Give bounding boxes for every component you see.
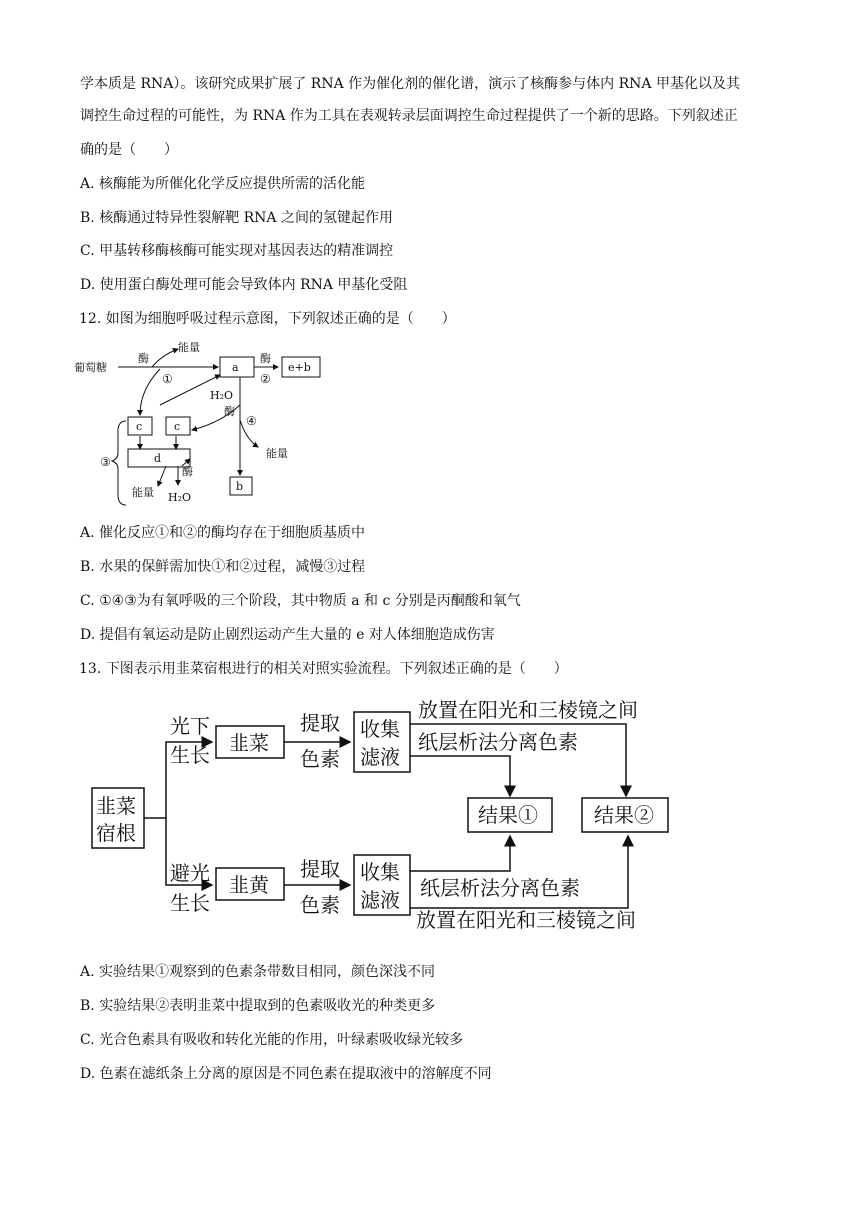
- bottom-extract-line-1: 提取: [300, 857, 340, 881]
- enzyme-label-4: 酶: [182, 465, 193, 478]
- top-prism-text: 放置在阳光和三棱镜之间: [418, 698, 638, 722]
- bottom-paper-text: 纸层析法分离色素: [420, 876, 580, 900]
- step-3-label: ③: [100, 455, 111, 469]
- q11-option-d: D. 使用蛋白酶处理可能会导致体内 RNA 甲基化受阻: [80, 277, 408, 293]
- enzyme-label-2: 酶: [260, 352, 271, 365]
- bottom-collect-line-2: 滤液: [360, 888, 400, 912]
- top-plant: 韭菜: [229, 731, 269, 755]
- q11-option-c: C. 甲基转移酶核酶可能实现对基因表达的精准调控: [80, 243, 394, 259]
- cell-respiration-diagram: [70, 335, 330, 510]
- top-collect-line-1: 收集: [360, 717, 400, 741]
- water-label-2: H₂O: [168, 491, 192, 504]
- root-line-2: 宿根: [96, 821, 136, 845]
- root-line-1: 韭菜: [96, 794, 136, 818]
- q12-option-a: A. 催化反应①和②的酶均存在于细胞质基质中: [80, 525, 366, 541]
- intro-line-2: 调控生命过程的可能性，为 RNA 作为工具在表观转录层面调控生命过程提供了一个新的思路。下列叙述正: [80, 108, 738, 124]
- step-1-label: ①: [162, 372, 173, 386]
- q13-option-b: B. 实验结果②表明韭菜中提取到的色素吸收光的种类更多: [80, 998, 436, 1014]
- q13-option-a: A. 实验结果①观察到的色素条带数目相同，颜色深浅不同: [80, 964, 436, 980]
- energy-label-2: 能量: [266, 447, 288, 460]
- bottom-collect-line-1: 收集: [360, 860, 400, 884]
- top-collect-line-2: 滤液: [360, 745, 400, 769]
- bottom-plant: 韭黄: [229, 873, 269, 897]
- chive-experiment-flowchart: [0, 690, 860, 935]
- bottom-condition-line-2: 生长: [170, 891, 210, 915]
- top-extract-line-1: 提取: [300, 711, 340, 735]
- bottom-condition-line-1: 避光: [170, 861, 210, 885]
- q13-option-d: D. 色素在滤纸条上分离的原因是不同色素在提取液中的溶解度不同: [80, 1066, 492, 1082]
- glucose-label: 葡萄糖: [74, 361, 107, 374]
- enzyme-label-3: 酶: [224, 405, 235, 418]
- q12-option-c: C. ①④③为有氧呼吸的三个阶段，其中物质 a 和 c 分别是丙酮酸和氧气: [80, 593, 521, 609]
- energy-label-3: 能量: [132, 486, 154, 499]
- box-c-right: c: [174, 420, 181, 433]
- water-label-1: H₂O: [210, 389, 234, 402]
- bottom-extract-line-2: 色素: [300, 893, 340, 917]
- result-1: 结果①: [478, 803, 538, 827]
- energy-label-1: 能量: [178, 341, 200, 354]
- enzyme-label-1: 酶: [138, 352, 149, 365]
- q12-option-b: B. 水果的保鲜需加快①和②过程，减慢③过程: [80, 559, 366, 575]
- intro-line-1: 学本质是 RNA）。该研究成果扩展了 RNA 作为催化剂的催化谱，演示了核酶参与体内 RNA 甲基化以及其: [80, 76, 740, 92]
- box-c-left: c: [136, 420, 143, 433]
- result-2: 结果②: [594, 803, 654, 827]
- top-condition-line-2: 生长: [170, 743, 210, 767]
- bottom-prism-text: 放置在阳光和三棱镜之间: [416, 908, 636, 932]
- box-d: d: [154, 452, 162, 465]
- q13-stem: 13. 下图表示用韭菜宿根进行的相关对照实验流程。下列叙述正确的是（ ）: [79, 661, 568, 677]
- top-condition-line-1: 光下: [170, 714, 210, 738]
- box-a: a: [232, 361, 239, 374]
- step-2-label: ②: [260, 372, 271, 386]
- intro-line-3: 确的是（ ）: [80, 142, 178, 158]
- top-extract-line-2: 色素: [300, 747, 340, 771]
- step-4-label: ④: [246, 414, 257, 428]
- q11-option-b: B. 核酶通过特异性裂解靶 RNA 之间的氢键起作用: [80, 210, 393, 226]
- q12-option-d: D. 提倡有氧运动是防止剧烈运动产生大量的 e 对人体细胞造成伤害: [80, 627, 495, 643]
- box-b: b: [236, 480, 244, 493]
- q12-stem: 12. 如图为细胞呼吸过程示意图，下列叙述正确的是（ ）: [79, 311, 456, 327]
- q11-option-a: A. 核酶能为所催化化学反应提供所需的活化能: [80, 176, 366, 192]
- box-e-b: e+b: [288, 361, 311, 374]
- q13-option-c: C. 光合色素具有吸收和转化光能的作用，叶绿素吸收绿光较多: [80, 1032, 464, 1048]
- top-paper-text: 纸层析法分离色素: [418, 730, 578, 754]
